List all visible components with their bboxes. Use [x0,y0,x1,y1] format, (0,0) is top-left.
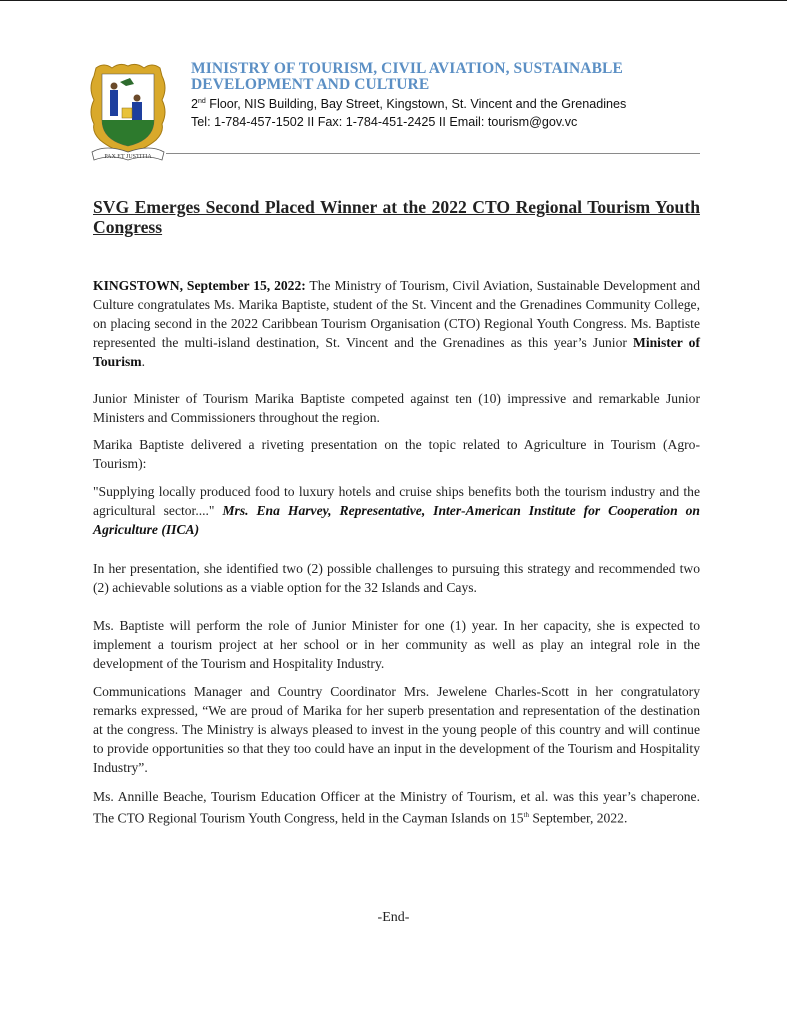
paragraph-8-end: September, 2022. [528,810,628,826]
quote-attribution: Mrs. Ena Harvey, Representative, Inter-American Institute for Cooperation on Agriculture (IICA) [93,503,700,537]
address-rest: Floor, NIS Building, Bay Street, Kingstown, St. Vincent and the Grenadines [205,97,627,112]
paragraph-dateline [93,276,700,371]
paragraph-6: Ms. Baptiste will perform the role of Junior Minister for one (1) year. In her capacity, she is expected to implement a tourism project at her school or in her community as well as play an integral role in the development of the Tourism and Hospitality Industry. [93,618,700,671]
crest-motto: PAX ET JUSTITIA [104,154,152,160]
paragraph-5: In her presentation, she identified two (2) possible challenges to pursuing this strategy and recommended two (2) achievable solutions as a viable option for the 32 Islands and Cays. [93,561,700,595]
ministry-address [191,93,711,113]
dateline: KINGSTOWN, September 15, 2022: [93,278,306,293]
page-top-border [0,0,787,1]
address-prefix: 2 [191,97,199,112]
coat-of-arms-icon [86,60,170,164]
paragraph-3: Marika Baptiste delivered a riveting presentation on the topic related to Agriculture in Tourism (Agro-Tourism): [93,437,700,471]
paragraph-8 [93,787,700,828]
paragraph-7: Communications Manager and Country Coordinator Mrs. Jewelene Charles-Scott in her congratulatory remarks expressed, “We are proud of Marika for her superb presentation and representation of the destination at the congress. The Ministry is always pleased to invest in the young people of this country and will continue to provide opportunities so that they too could have an input in the development of the Tourism and Hospitality Industry”. [93,684,700,775]
paragraph-1-text: The Ministry of Tourism, Civil Aviation, Sustainable Development and Culture congratulates Ms. Marika Baptiste, student of the St. Vincent and the Grenadines Community College, on placing second in the 2022 Caribbean Tourism Organisation (CTO) Regional Youth Congress. Ms. Baptiste represented the multi-island destination, St. Vincent and the Grenadines as this year’s Junior [93,278,700,350]
paragraph-8-sup: th [523,811,529,819]
letterhead [191,61,711,131]
paragraph-1-bold: Minister of Tourism [93,335,701,369]
paragraph-quote [93,482,700,539]
paragraph-8-text: Ms. Annille Beache, Tourism Education Officer at the Ministry of Tourism, et al. was this year’s chaperone. The CTO Regional Tourism Youth Congress, held in the Cayman Islands on 15 [93,789,700,826]
ministry-contact: Tel: 1-784-457-1502 II Fax: 1-784-451-2425 II Email: tourism@gov.vc [191,115,578,130]
ministry-name-line-1: MINISTRY OF TOURISM, CIVIL AVIATION, SUSTAINABLE [191,60,623,77]
quote-text: "Supplying locally produced food to luxury hotels and cruise ships benefits both the tourism industry and the agricultural sector...." [93,484,700,518]
letterhead-divider [166,153,700,154]
end-marker: -End- [377,910,410,925]
paragraph-2: Junior Minister of Tourism Marika Baptiste competed against ten (10) impressive and remarkable Junior Ministers and Commissioners throughout the region. [93,391,700,425]
ministry-name-line-2: DEVELOPMENT AND CULTURE [191,76,430,93]
paragraph-1-period: . [141,354,146,369]
address-superscript: nd [198,98,206,105]
press-release-title: SVG Emerges Second Placed Winner at the 2022 CTO Regional Tourism Youth Congress [93,197,700,237]
